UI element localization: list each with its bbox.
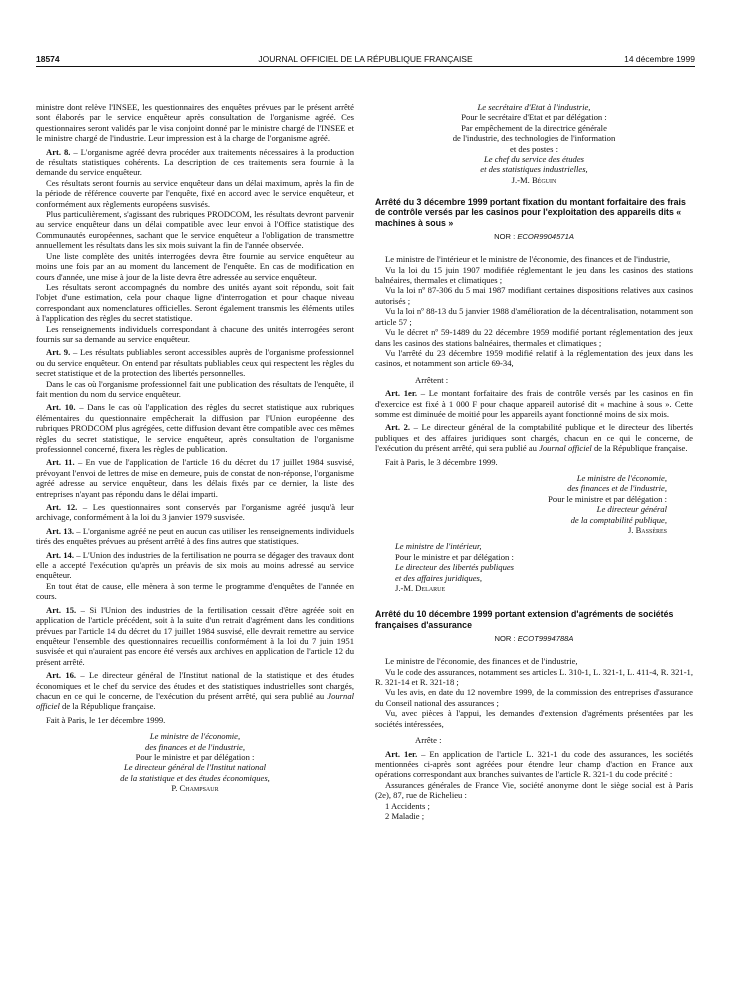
list-item: 1 Accidents ; bbox=[385, 800, 430, 811]
article-text: – En application de l'article L. 321-1 du code des assurances, les sociétés mentionnées ci-après sont agréées pour étendre leur champ d'action en France aux opérations correspondant aux branches suivantes de l'article R. 321-1 du code précité : bbox=[375, 748, 693, 780]
signature-date: Fait à Paris, le 3 décembre 1999. bbox=[385, 456, 498, 467]
article-text: – Si l'Union des industries de la fertilisation cessait d'être agréée soit en application de l'article précédent, soit à la suite d'un retrait d'agrément dans les conditions prévues par l'article 14 du décret du 17 juillet 1984 susvisé, elle devrait remettre au service enquêteur l'ensemble des questionnaires recueillis conformément à la loi du 7 juin 1951 susvisée et qui n'auraient pas encore été versés aux archives en application de l'article 12 du présent arrêté. bbox=[36, 604, 354, 667]
paragraph: Vu le décret nº 59-1489 du 22 décembre 1959 modifié portant réglementation des jeux dans les casinos des stations balnéaires, thermales et climatiques ; bbox=[375, 327, 693, 348]
nor-reference bbox=[375, 232, 693, 242]
right-column bbox=[375, 102, 693, 821]
delegation-line: Pour le ministre et par délégation : bbox=[548, 493, 667, 504]
signature-block-top bbox=[375, 102, 693, 185]
article-text: – Le montant forfaitaire des frais de contrôle versés par les casinos en fin d'exercice est fixé à 1 000 F pour chaque appareil autorisé dit « machine à sous ». Cette somme est diminuée de moitié pour les appareils ayant fonctionné moins de six mois. bbox=[375, 388, 693, 419]
article-1 bbox=[375, 749, 693, 780]
article-8 bbox=[36, 147, 354, 178]
signatory-title: des finances et de l'industrie, bbox=[567, 483, 667, 494]
page-header bbox=[36, 52, 695, 67]
article-label: Art. 12. bbox=[46, 502, 78, 513]
paragraph: Les résultats seront accompagnés du nombre des unités ayant soit répondu, soit fait l'objet d'une estimation, cela pour chaque ligne d'interrogation et pour chaque niveau correspondant aux nomenclatures officielles. Seront également transmis les éléments utiles à l'application des règles du secret statistique. bbox=[36, 281, 354, 324]
signature-block bbox=[36, 731, 354, 793]
signatory-title: Le ministre de l'économie, bbox=[149, 731, 241, 742]
journal-reference: Journal officiel bbox=[539, 443, 592, 454]
signatory-title: Le chef du service des études bbox=[484, 154, 584, 165]
article-text: – Les résultats publiables seront accessibles auprès de l'organisme professionnel ou du service enquêteur. On entend par résultats publiables ceux qui respectent les règles du secret statistique et de la protection des libertés personnelles. bbox=[36, 347, 355, 379]
article-label: Art. 10. bbox=[46, 402, 76, 413]
article-text: – Les questionnaires sont conservés par l'organisme agréé jusqu'à leur archivage, conformément à la loi du 3 janvier 1979 susvisée. bbox=[36, 502, 355, 523]
signature-block bbox=[375, 541, 693, 593]
paragraph: Vu la loi du 15 juin 1907 modifiée réglementant le jeu dans les casinos des stations balnéaires, thermales et climatiques ; bbox=[375, 264, 693, 286]
list-item: 2 Maladie ; bbox=[385, 810, 425, 821]
article-12 bbox=[36, 502, 354, 523]
signatory-title: de la comptabilité publique, bbox=[570, 514, 667, 525]
paragraph: Une liste complète des unités interrogées devra être fournie au service enquêteur au moins une fois par an au moment du lancement de l'enquête. En cas de modification en cours d'année, une mise à jour de la liste devra être adressée au service enquêteur. bbox=[36, 250, 354, 282]
paragraph: Vu l'arrêté du 23 décembre 1959 modifié relatif à la réglementation des jeux dans les casinos, et notamment son article 69-34, bbox=[375, 347, 693, 369]
article-text-end: de la République française. bbox=[59, 701, 156, 712]
paragraph: En tout état de cause, elle mènera à son terme le programme d'enquêtes de l'année en cours. bbox=[36, 580, 354, 602]
nor-reference bbox=[375, 634, 693, 644]
nor-code: ECOT9994788A bbox=[517, 633, 574, 643]
article-16 bbox=[36, 670, 354, 712]
article-text: – Le directeur général de l'Institut national de la statistique et des études économiques et le chef du service des études et des statistiques industrielles sont chargés, chacun en ce qui le concerne, de l'exécution du présent arrêté, qui sera publié au bbox=[36, 670, 355, 701]
paragraph: Le ministre de l'économie, des finances et de l'industrie, bbox=[385, 656, 578, 667]
article-label: Art. 16. bbox=[46, 670, 77, 681]
signatory-title: de la statistique et des études économiques, bbox=[120, 772, 270, 783]
article-text: – Dans le cas où l'application des règles du secret statistique aux rubriques élémentaires du questionnaire empêcherait la diffusion par l'Union européenne des rubriques PRODCOM plus agrégées, cette diffusion devant être compatible avec ces mêmes règles du secret statistique, le service enquêteur, après consultation de l'organisme professionnel concerné, fixera les règles de publication. bbox=[36, 402, 355, 454]
paragraph: Plus particulièrement, s'agissant des rubriques PRODCOM, les résultats devront parvenir au service enquêteur dans un délai compatible avec leur envoi à l'Office statistique des Communautés européennes, sachant que le service enquêteur a l'obligation de transmettre annuellement les résultats dans les six mois suivant la fin de l'année observée. bbox=[36, 209, 354, 251]
paragraph: Vu le code des assurances, notamment ses articles L. 310-1, L. 321-1, L. 411-4, R. 321-1, R. 321-14 et R. 321-18 ; bbox=[375, 666, 693, 688]
article-11 bbox=[36, 457, 354, 499]
signatory-name: J.-M. Delarue bbox=[395, 583, 446, 594]
article-label: Art. 13. bbox=[46, 525, 75, 536]
article-10 bbox=[36, 402, 354, 454]
paragraph: Vu la loi nº 87-306 du 5 mai 1987 modifiant certaines dispositions relatives aux casinos autorisés ; bbox=[375, 285, 693, 306]
paragraph: Vu la loi nº 88-13 du 5 janvier 1988 d'amélioration de la décentralisation, notamment son article 57 ; bbox=[375, 306, 693, 327]
signatory-title: Le directeur général bbox=[596, 504, 667, 515]
paragraph: Ces résultats seront fournis au service enquêteur dans un délai maximum, après la fin de la période de référence couverte par l'enquête, fixé en accord avec le service enquêteur, et conformément aux règlements européens susvisés. bbox=[36, 177, 354, 209]
issue-date: 14 décembre 1999 bbox=[624, 54, 695, 64]
article-label: Art. 15. bbox=[46, 604, 77, 615]
article-text: – En vue de l'application de l'article 16 du décret du 17 juillet 1984 susvisé, prévoyant l'envoi de lettres de mise en demeure, puis de constat de non-réponse, l'organisme agréé adresse au service enquêteur, dans les délais fixés par ce dernier, la liste des entreprises n'ayant pas répondu dans le délai imparti. bbox=[36, 457, 354, 499]
nor-label: NOR : bbox=[494, 633, 518, 643]
signatory-title: Le directeur général de l'Institut national bbox=[123, 762, 267, 773]
paragraph: ministre dont relève l'INSEE, les questionnaires des enquêtes prévues par le présent arrêté sont élaborés par le service enquêteur après consultation de l'organisme agréé. Ces questionnaires seront validés par le visa conjoint donné par le ministre chargé de l'INSEE et le ministre chargé de l'industrie. Leur impression est à la charge de l'organisme agréé. bbox=[36, 102, 354, 144]
signatory-title: des finances et de l'industrie, bbox=[145, 741, 245, 752]
journal-title: JOURNAL OFFICIEL DE LA RÉPUBLIQUE FRANÇAISE bbox=[258, 54, 473, 64]
article-2 bbox=[375, 422, 693, 453]
signatory-name: J. Bassères bbox=[627, 525, 667, 536]
article-14 bbox=[36, 550, 354, 581]
left-column bbox=[36, 102, 354, 794]
paragraph: Dans le cas où l'organisme professionnel fait une publication des résultats de l'enquête, il fait mention du nom du service enquêteur. bbox=[36, 378, 354, 399]
article-label: Art. 11. bbox=[46, 457, 75, 468]
paragraph: Assurances générales de France Vie, société anonyme dont le siège social est à Paris (2e), 87, rue de Richelieu : bbox=[375, 779, 693, 801]
paragraph: Vu, avec pièces à l'appui, les demandes d'extension d'agréments présentées par les sociétés intéressées, bbox=[375, 708, 693, 729]
article-label: Art. 9. bbox=[46, 347, 71, 358]
delegation-line: de l'industrie, des technologies de l'information bbox=[452, 133, 616, 144]
delegation-line: Pour le ministre et par délégation : bbox=[135, 751, 255, 762]
signatory-title: Le ministre de l'intérieur, bbox=[395, 541, 482, 552]
paragraph: Vu les avis, en date du 12 novembre 1999, de la commission des entreprises d'assurance du Conseil national des assurances ; bbox=[375, 687, 693, 708]
signatory-name: P. Champsaur bbox=[171, 783, 219, 794]
journal-reference: Journal officiel bbox=[36, 690, 354, 712]
article-1 bbox=[375, 388, 693, 419]
article-9 bbox=[36, 347, 354, 378]
delegation-line: Par empêchement de la directrice générale bbox=[461, 122, 607, 133]
signatory-title: Le directeur des libertés publiques bbox=[395, 562, 515, 573]
article-label: Art. 1er. bbox=[385, 748, 418, 759]
article-label: Art. 1er. bbox=[385, 388, 418, 399]
article-label: Art. 2. bbox=[385, 422, 411, 433]
article-text: – L'organisme agréé ne peut en aucun cas utiliser les renseignements individuels tirés des enquêtes prévues au présent arrêté à des fins autres que statistiques. bbox=[36, 525, 354, 547]
nor-label: NOR : bbox=[494, 231, 518, 241]
paragraph: Le ministre de l'intérieur et le ministre de l'économie, des finances et de l'industrie, bbox=[385, 254, 671, 265]
article-text: – L'organisme agréé devra procéder aux traitements nécessaires à la production de résultats statistiques cohérents. La description de ces traitements sera fournie à la demande du service enquêteur. bbox=[36, 146, 355, 178]
page-number: 18574 bbox=[36, 54, 60, 64]
article-13 bbox=[36, 526, 354, 547]
signature-block bbox=[375, 473, 693, 535]
signatory-title: Le secrétaire d'Etat à l'industrie, bbox=[477, 102, 591, 112]
article-15 bbox=[36, 605, 354, 667]
nor-code: ECOR9904571A bbox=[517, 231, 574, 241]
delegation-line: Pour le secrétaire d'Etat et par délégation : bbox=[461, 112, 607, 123]
signatory-title: Le ministre de l'économie, bbox=[576, 472, 667, 483]
delegation-line: et des postes : bbox=[510, 143, 558, 154]
signature-date: Fait à Paris, le 1er décembre 1999. bbox=[46, 714, 166, 725]
article-label: Art. 14. bbox=[46, 549, 75, 560]
decree-title: Arrêté du 10 décembre 1999 portant extension d'agréments de sociétés françaises d'assurance bbox=[375, 609, 674, 630]
signatory-title: et des affaires juridiques, bbox=[395, 572, 483, 583]
article-text-end: de la République française. bbox=[591, 443, 688, 454]
signatory-name: J.-M. Béguin bbox=[511, 174, 557, 185]
decree-title: Arrêté du 3 décembre 1999 portant fixation du montant forfaitaire des frais de contrôle versés par les casinos pour l'exploitation des appareils dits « machines à sous » bbox=[375, 197, 686, 228]
delegation-line: Pour le ministre et par délégation : bbox=[395, 551, 514, 562]
article-text: – Le directeur général de la comptabilité publique et le directeur des libertés publiques et des affaires juridiques sont chargés, chacun en ce qui le concerne, de l'exécution du présent arrêté, qui sera publié au bbox=[375, 422, 693, 454]
article-label: Art. 8. bbox=[46, 146, 71, 157]
paragraph: Les renseignements individuels correspondant à chacune des unités interrogées seront fournis sur sa demande au service enquêteur. bbox=[36, 323, 354, 344]
signatory-title: et des statistiques industrielles, bbox=[480, 164, 588, 175]
arrete-heading: Arrête : bbox=[415, 735, 442, 746]
article-text: – L'Union des industries de la fertilisation ne pourra se dégager des travaux dont elle a accepté l'exécution qu'après un préavis de six mois au moins adressé au service enquêteur. bbox=[36, 549, 355, 581]
arrete-heading: Arrêtent : bbox=[415, 374, 449, 385]
